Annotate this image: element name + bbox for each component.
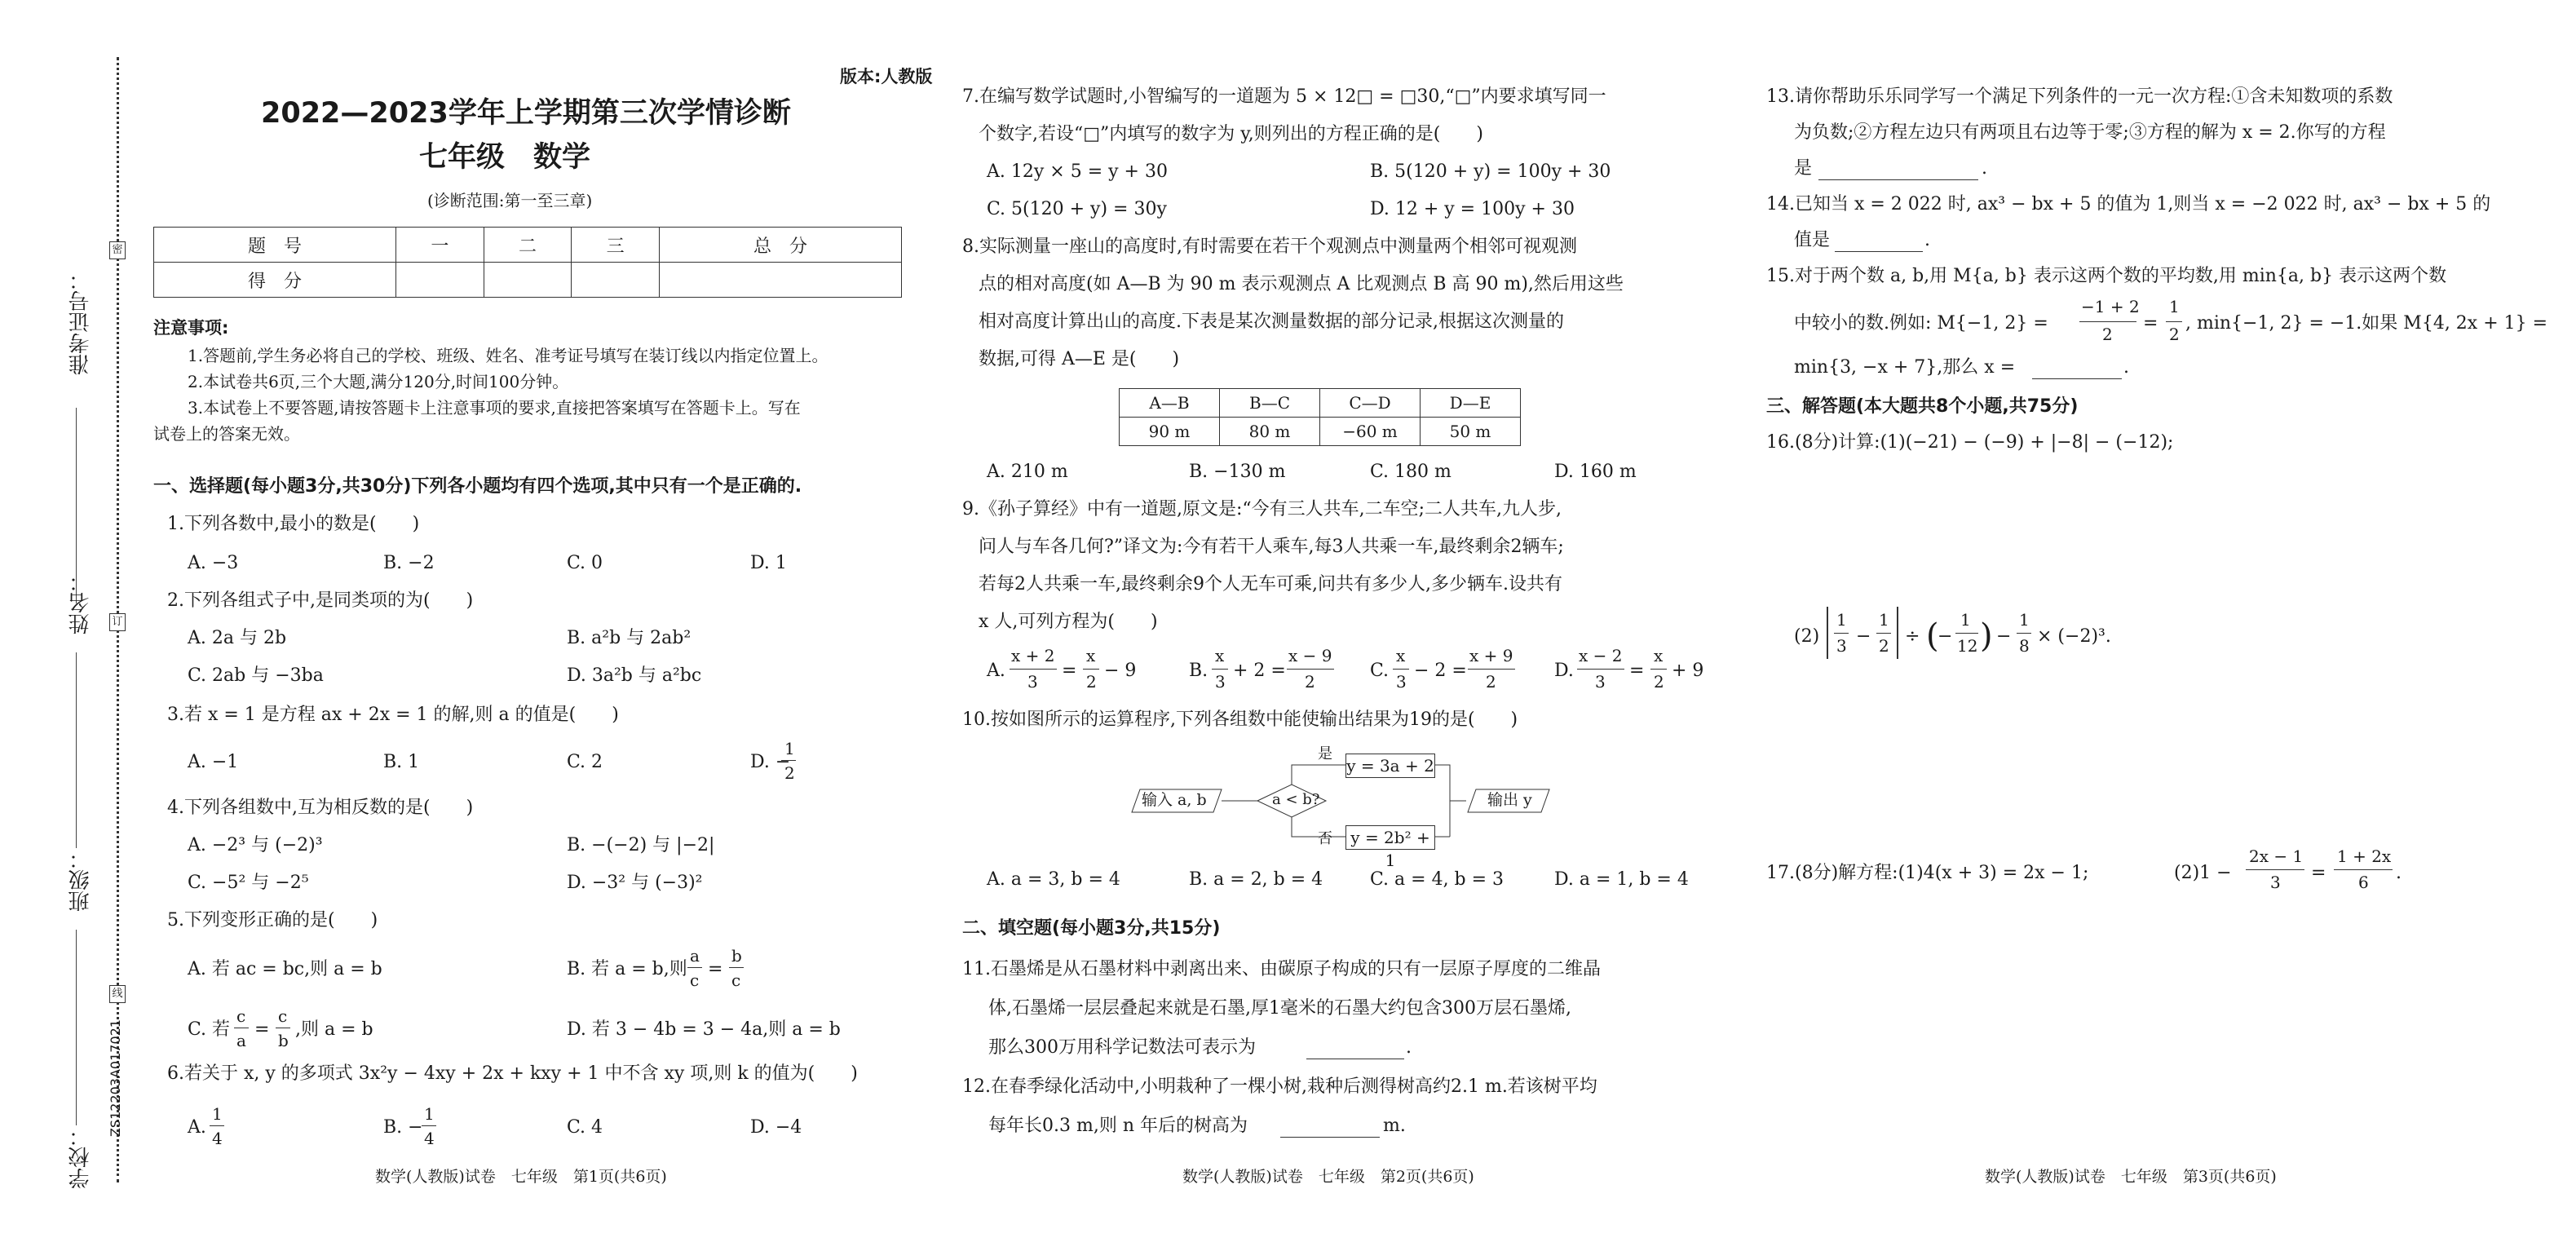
q15-den1: 2 <box>2102 325 2113 344</box>
version-label: 版本:人教版 <box>840 67 933 86</box>
q16-minus: − <box>1856 626 1871 647</box>
q9-a-den2: 2 <box>1086 672 1097 692</box>
fraction-bar <box>2246 869 2304 870</box>
q1-option-d: D. 1 <box>750 553 787 573</box>
q9-c-mid: − 2 = <box>1414 661 1467 681</box>
q1-option-b: B. −2 <box>383 553 435 573</box>
notice-item: 1.答题前,学生务必将自己的学校、班级、姓名、准考证号填写在装订线以内指定位置上。 <box>188 346 828 365</box>
q6-option-d: D. −4 <box>750 1117 802 1138</box>
q16-neg: − <box>1938 626 1953 647</box>
q15-answer-blank[interactable] <box>2032 378 2122 379</box>
q5-b-num1: a <box>690 946 700 966</box>
q17-den1: 3 <box>2270 873 2281 892</box>
q9-line: 9.《孙子算经》中有一道题,原文是:“今有三人共车,二车空;二人共车,九人步, <box>962 499 1562 519</box>
notice-item: 3.本试卷上不要答题,请按答题卡上注意事项的要求,直接把答案填写在答题卡上。写在 <box>188 398 801 418</box>
q5-c-den1: a <box>236 1031 246 1050</box>
flow-no-label: 否 <box>1318 830 1332 847</box>
q5-option-a: A. 若 ac = bc,则 a = b <box>188 959 382 979</box>
fraction-bar <box>781 760 796 761</box>
q17-post: . <box>2396 863 2401 883</box>
q8-line: 点的相对高度(如 A—B 为 90 m 表示观测点 A 比观测点 B 高 90 m),然后用这些 <box>979 274 1624 294</box>
q9-c-den1: 3 <box>1396 672 1407 692</box>
q15-line: 中较小的数.例如: M{−1, 2} = <box>1794 313 2048 334</box>
flow-output-label: 输出 y <box>1487 791 1532 809</box>
q11-line: 11.石墨烯是从石墨材料中剥离出来、由碳原子构成的只有一层原子厚度的二维晶 <box>962 959 1601 979</box>
flow-arrow-yes <box>1292 765 1345 785</box>
measure-header: B—C <box>1220 389 1320 418</box>
binding-mark-order: 订 <box>109 613 126 631</box>
q2-option-d: D. 3a²b 与 a²bc <box>567 665 702 686</box>
q9-d-num1: x − 2 <box>1579 646 1623 665</box>
q7-line: 个数字,若设“□”内填写的数字为 y,则列出的方程正确的是( ) <box>979 124 1483 144</box>
q9-option-a: A. <box>987 661 1005 681</box>
fraction-bar <box>2334 869 2393 870</box>
fraction-bar <box>1083 669 1099 670</box>
abs-bar <box>1827 607 1828 659</box>
score-header: 题 号 <box>154 228 396 263</box>
q16-div: ÷ <box>1905 626 1920 647</box>
q14-end: . <box>1924 230 1930 250</box>
fraction-bar <box>1010 669 1057 670</box>
q16-post: × (−2)³. <box>2037 626 2111 647</box>
q13-answer-blank[interactable] <box>1818 179 1978 180</box>
q8-line: 8.实际测量一座山的高度时,有时需要在若干个观测点中测量两个相邻可视观测 <box>962 236 1577 257</box>
q4-stem: 4.下列各组数中,互为相反数的是( ) <box>167 798 474 818</box>
q9-option-b: B. <box>1189 661 1208 681</box>
q9-b-mid: + 2 = <box>1233 661 1286 681</box>
fraction-bar <box>1577 669 1624 670</box>
q16-d3: 12 <box>1957 636 1978 656</box>
q2-option-c: C. 2ab 与 −3ba <box>188 665 324 686</box>
q3-option-a: A. −1 <box>188 752 239 772</box>
q10-option-b: B. a = 2, b = 4 <box>1189 869 1323 890</box>
q17-part1: 17.(8分)解方程:(1)4(x + 3) = 2x − 1; <box>1766 863 2089 883</box>
q5-option-d: D. 若 3 − 4b = 3 − 4a,则 a = b <box>567 1019 841 1040</box>
fraction-bar <box>1468 669 1515 670</box>
q5-b-den1: c <box>690 970 700 990</box>
fraction-bar <box>2166 321 2182 322</box>
q5-c-num2: c <box>278 1006 288 1026</box>
q1-stem: 1.下列各数中,最小的数是( ) <box>167 514 420 534</box>
page1-footer: 数学(人教版)试卷 七年级 第1页(共6页) <box>375 1168 667 1186</box>
score-cell <box>659 263 901 298</box>
flow-yes-label: 是 <box>1318 745 1332 762</box>
q9-line: 若每2人共乘一车,最终剩余9个人无车可乘,问共有多少人,多少辆车.设共有 <box>979 574 1562 594</box>
q9-line: 问人与车各几何?”译文为:今有若干人乘车,每3人共乘一车,最终剩余2辆车; <box>979 537 1564 557</box>
q15-den2: 2 <box>2169 325 2180 344</box>
q6-b-num: 1 <box>424 1104 435 1124</box>
q5-c-eq: = <box>254 1019 270 1040</box>
fraction-bar <box>729 967 744 968</box>
q15-line: , min{−1, 2} = −1.如果 M{4, 2x + 1} = <box>2185 313 2548 334</box>
score-header: 总 分 <box>659 228 901 263</box>
q14-line: 14.已知当 x = 2 022 时, ax³ − bx + 5 的值为 1,则当 x = −2 022 时, ax³ − bx + 5 的 <box>1766 194 2491 214</box>
q15-line: 15.对于两个数 a, b,用 M{a, b} 表示这两个数的平均数,用 min{a, b} 表示这两个数 <box>1766 266 2447 286</box>
class-label: 班级： <box>68 848 93 912</box>
q12-end: m. <box>1383 1116 1406 1136</box>
exam-number-label: 准考证号： <box>68 269 93 375</box>
q17-den2: 6 <box>2358 873 2369 892</box>
q9-line: x 人,可列方程为( ) <box>979 612 1158 632</box>
q9-b-num1: x <box>1215 646 1225 665</box>
q11-line: 那么300万用科学记数法可表示为 <box>988 1037 1256 1058</box>
measure-value: 90 m <box>1120 418 1220 446</box>
notice-title: 注意事项: <box>153 318 229 338</box>
q8-option-c: C. 180 m <box>1370 462 1451 482</box>
q10-option-d: D. a = 1, b = 4 <box>1554 869 1689 890</box>
score-header: 三 <box>572 228 660 263</box>
q13-end: . <box>1982 158 1987 179</box>
measure-header: D—E <box>1421 389 1521 418</box>
page2-footer: 数学(人教版)试卷 七年级 第2页(共6页) <box>1182 1168 1474 1186</box>
fraction-bar <box>1955 633 1978 634</box>
q9-d-num2: x <box>1654 646 1664 665</box>
q3-d-denominator: 2 <box>784 763 795 783</box>
q12-line: 每年长0.3 m,则 n 年后的树高为 <box>988 1116 1248 1136</box>
q4-option-b: B. −(−2) 与 |−2| <box>567 835 715 855</box>
q7-option-b: B. 5(120 + y) = 100y + 30 <box>1370 161 1611 182</box>
q5-option-b: B. 若 a = b,则 <box>567 959 687 979</box>
q5-c-den2: b <box>278 1031 289 1050</box>
binding-mark-line: 线 <box>109 985 126 1003</box>
flow-input-label: 输入 a, b <box>1142 791 1207 809</box>
measure-value: −60 m <box>1320 418 1421 446</box>
q10-option-a: A. a = 3, b = 4 <box>987 869 1120 890</box>
q10-option-c: C. a = 4, b = 3 <box>1370 869 1505 890</box>
q9-option-d: D. <box>1554 661 1574 681</box>
q3-option-d: D. − <box>750 752 791 772</box>
measure-value: 80 m <box>1220 418 1320 446</box>
q5-c-post: ,则 a = b <box>295 1019 373 1040</box>
q9-a-post: − 9 <box>1104 661 1137 681</box>
score-cell <box>484 263 572 298</box>
q11-end: . <box>1406 1037 1412 1058</box>
exam-scope: (诊断范围:第一至三章) <box>427 191 593 210</box>
paren-left-icon: ( <box>1926 617 1939 655</box>
score-table <box>153 227 902 298</box>
page3-footer: 数学(人教版)试卷 七年级 第3页(共6页) <box>1985 1168 2277 1186</box>
q6-b-den: 4 <box>424 1129 435 1148</box>
q16-n2: 1 <box>1879 610 1889 630</box>
fraction-bar <box>1287 669 1334 670</box>
q15-num1: −1 + 2 <box>2081 297 2140 316</box>
q13-line: 是 <box>1794 158 1813 179</box>
fraction-bar <box>2079 321 2136 322</box>
q16-part1: 16.(8分)计算:(1)(−21) − (−9) + |−8| − (−12); <box>1766 432 2174 453</box>
q5-c-num1: c <box>236 1006 246 1026</box>
measure-value: 50 m <box>1421 418 1521 446</box>
q7-option-a: A. 12y × 5 = y + 30 <box>987 161 1168 182</box>
q8-option-d: D. 160 m <box>1554 462 1637 482</box>
q2-stem: 2.下列各组式子中,是同类项的为( ) <box>167 590 474 611</box>
score-cell <box>572 263 660 298</box>
q12-answer-blank[interactable] <box>1280 1137 1380 1138</box>
q3-option-b: B. 1 <box>383 752 420 772</box>
q16-part2-label: (2) <box>1794 626 1820 647</box>
q1-option-a: A. −3 <box>188 553 239 573</box>
q16-n4: 1 <box>2019 610 2030 630</box>
q15-eq2: = <box>2143 313 2158 334</box>
q15-line: min{3, −x + 7},那么 x = <box>1794 357 2016 378</box>
name-label: 姓名： <box>68 571 93 634</box>
q8-line: 相对高度计算出山的高度.下表是某次测量数据的部分记录,根据这次测量的 <box>979 312 1564 332</box>
q9-d-post: + 9 <box>1672 661 1704 681</box>
q14-line: 值是 <box>1794 230 1831 250</box>
q8-option-a: A. 210 m <box>987 462 1068 482</box>
abs-bar <box>1897 607 1898 659</box>
section-3-title: 三、解答题(本大题共8个小题,共75分) <box>1766 396 2079 417</box>
q14-answer-blank[interactable] <box>1835 251 1923 252</box>
exam-subtitle: 七年级 数学 <box>419 141 591 174</box>
q8-line: 数据,可得 A—E 是( ) <box>979 349 1180 369</box>
q9-b-num2: x − 9 <box>1288 646 1332 665</box>
q16-d1: 3 <box>1836 636 1847 656</box>
q17-num2: 1 + 2x <box>2337 846 2392 866</box>
q16-n1: 1 <box>1836 610 1847 630</box>
q9-d-den2: 2 <box>1654 672 1664 692</box>
school-label: 学校： <box>68 1125 93 1189</box>
q12-line: 12.在春季绿化活动中,小明栽种了一棵小树,栽种后测得树高约2.1 m.若该树平均 <box>962 1076 1597 1097</box>
flow-formula-no: y = 2b² + 1 <box>1345 825 1435 850</box>
q9-c-den2: 2 <box>1486 672 1496 692</box>
q9-b-den2: 2 <box>1305 672 1315 692</box>
paren-right-icon: ) <box>1980 617 1993 655</box>
q6-option-c: C. 4 <box>567 1117 603 1138</box>
q4-option-a: A. −2³ 与 (−2)³ <box>188 835 323 855</box>
q9-a-den1: 3 <box>1027 672 1038 692</box>
q16-minus2: − <box>1996 626 2012 647</box>
q17-num1: 2x − 1 <box>2249 846 2304 866</box>
binding-mark-seal: 密 <box>109 241 126 259</box>
flow-condition-label: a < b? <box>1272 791 1320 808</box>
q4-option-d: D. −3² 与 (−3)² <box>567 873 703 893</box>
q9-d-mid: = <box>1629 661 1645 681</box>
q15-num2: 1 <box>2169 297 2180 316</box>
q3-d-numerator: 1 <box>784 739 795 758</box>
paper-code: ZS12203A017021 <box>108 1019 123 1138</box>
measure-header: A—B <box>1120 389 1220 418</box>
q2-option-b: B. a²b 与 2ab² <box>567 628 691 648</box>
q6-stem: 6.若关于 x, y 的多项式 3x²y − 4xy + 2x + kxy + 1 中不含 xy 项,则 k 的值为( ) <box>167 1063 858 1084</box>
q9-b-den1: 3 <box>1215 672 1226 692</box>
fraction-bar <box>2017 633 2031 634</box>
fraction-bar <box>210 1125 224 1126</box>
q6-option-a: A. <box>188 1117 206 1138</box>
q8-option-b: B. −130 m <box>1189 462 1286 482</box>
q7-option-d: D. 12 + y = 100y + 30 <box>1370 199 1575 219</box>
score-cell <box>396 263 484 298</box>
q10-stem: 10.按如图所示的运算程序,下列各组数中能使输出结果为19的是( ) <box>962 709 1518 730</box>
score-header: 一 <box>396 228 484 263</box>
q17-part2: (2)1 − <box>2174 863 2232 883</box>
exam-title: 2022—2023学年上学期第三次学情诊断 <box>261 97 791 130</box>
q5-b-den2: c <box>731 970 741 990</box>
school-line <box>76 930 77 1125</box>
q6-option-b: B. − <box>383 1117 423 1138</box>
q9-a-num2: x <box>1086 646 1096 665</box>
notice-item: 试卷上的答案无效。 <box>153 424 300 444</box>
fraction-bar <box>1650 669 1667 670</box>
measure-header: C—D <box>1320 389 1421 418</box>
fraction-bar <box>1876 633 1891 634</box>
q5-b-num2: b <box>731 946 742 966</box>
q9-a-num1: x + 2 <box>1011 646 1055 665</box>
q13-line: 为负数;②方程左边只有两项且右边等于零;③方程的解为 x = 2.你写的方程 <box>1794 122 2386 143</box>
q9-option-c: C. <box>1370 661 1390 681</box>
q6-a-den: 4 <box>212 1129 223 1148</box>
q5-b-eq: = <box>708 959 723 979</box>
q17-eq: = <box>2311 863 2326 883</box>
class-line <box>76 652 77 848</box>
fraction-bar <box>422 1125 436 1126</box>
q7-option-c: C. 5(120 + y) = 30y <box>987 199 1167 219</box>
q1-option-c: C. 0 <box>567 553 603 573</box>
q3-stem: 3.若 x = 1 是方程 ax + 2x = 1 的解,则 a 的值是( ) <box>167 705 619 725</box>
score-row-label: 得 分 <box>154 263 396 298</box>
score-header: 二 <box>484 228 572 263</box>
notice-item: 2.本试卷共6页,三个大题,满分120分,时间100分钟。 <box>188 372 569 391</box>
q5-stem: 5.下列变形正确的是( ) <box>167 910 378 930</box>
fraction-bar <box>1834 633 1849 634</box>
section-2-title: 二、填空题(每小题3分,共15分) <box>962 918 1221 939</box>
q11-line: 体,石墨烯一层层叠起来就是石墨,厚1毫米的石墨大约包含300万层石墨烯, <box>988 998 1571 1019</box>
q9-a-mid: = <box>1062 661 1077 681</box>
q16-n3: 1 <box>1960 610 1971 630</box>
section-1-title: 一、选择题(每小题3分,共30分)下列各小题均有四个选项,其中只有一个是正确的. <box>153 476 802 497</box>
q9-d-den1: 3 <box>1595 672 1606 692</box>
q9-c-num1: x <box>1396 646 1406 665</box>
fraction-bar <box>1393 669 1409 670</box>
flow-merge <box>1434 765 1466 801</box>
q7-line: 7.在编写数学试题时,小智编写的一道题为 5 × 12□ = □30,“□”内要求填写同一 <box>962 86 1606 107</box>
measurement-table <box>1119 388 1521 446</box>
q5-option-c: C. 若 <box>188 1019 231 1040</box>
q16-d2: 2 <box>1879 636 1889 656</box>
q4-option-c: C. −5² 与 −2⁵ <box>188 873 309 893</box>
q15-end: . <box>2123 357 2129 378</box>
q3-option-c: C. 2 <box>567 752 603 772</box>
q6-a-num: 1 <box>212 1104 223 1124</box>
q13-line: 13.请你帮助乐乐同学写一个满足下列条件的一元一次方程:①含未知数项的系数 <box>1766 86 2393 107</box>
fraction-bar <box>687 967 702 968</box>
q9-c-num2: x + 9 <box>1469 646 1513 665</box>
q2-option-a: A. 2a 与 2b <box>188 628 287 648</box>
flow-formula-yes: y = 3a + 2 <box>1345 754 1435 778</box>
q16-d4: 8 <box>2019 636 2030 656</box>
fraction-bar <box>1212 669 1228 670</box>
